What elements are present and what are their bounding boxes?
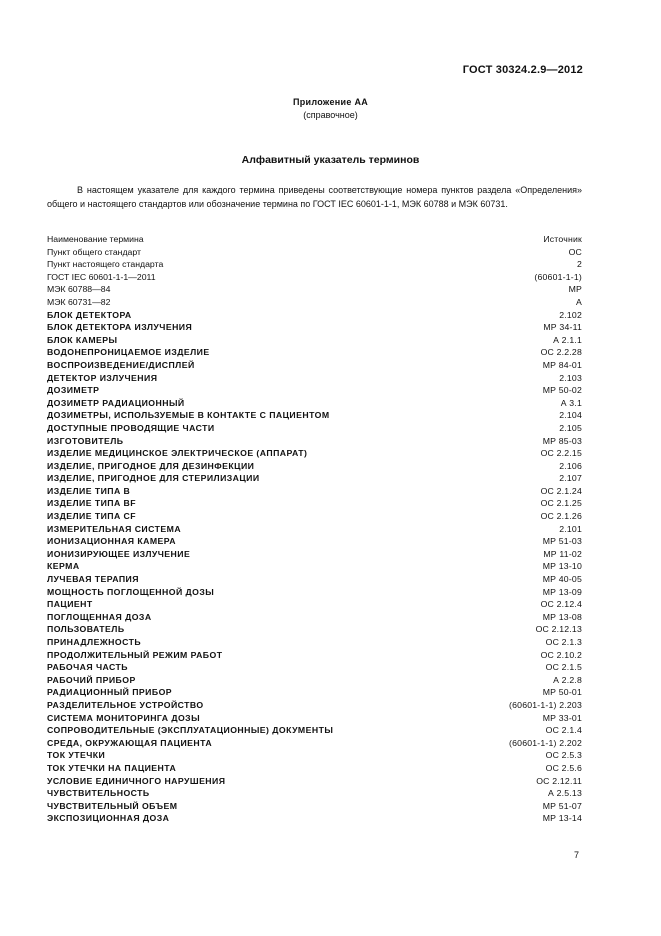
legend-name: МЭК 60731—82 [47, 296, 111, 307]
term-name: ДОЗИМЕТРЫ, ИСПОЛЬЗУЕМЫЕ В КОНТАКТЕ С ПАЦИЕНТОМ [47, 410, 330, 421]
term-source: ОС 2.1.25 [540, 498, 582, 509]
term-source: ОС 2.1.5 [545, 662, 582, 673]
appendix-subtitle: (справочное) [303, 110, 358, 120]
term-source: МР 13-09 [542, 586, 582, 597]
legend-name: МЭК 60788—84 [47, 284, 111, 295]
term-name: ИЗДЕЛИЕ ТИПА В [47, 485, 131, 496]
term-name: ВОСПРОИЗВЕДЕНИЕ/ДИСПЛЕЙ [47, 359, 195, 370]
legend-source: МР [568, 284, 582, 295]
term-name: СОПРОВОДИТЕЛЬНЫЕ (ЭКСПЛУАТАЦИОННЫЕ) ДОКУМЕНТЫ [47, 725, 334, 736]
term-source: ОС 2.12.4 [540, 599, 582, 610]
term-row [47, 460, 582, 473]
term-source: МР 13-10 [542, 561, 582, 572]
term-source: МР 84-01 [542, 359, 582, 370]
term-name: РАБОЧИЙ ПРИБОР [47, 674, 136, 685]
term-source: ОС 2.10.2 [540, 649, 582, 660]
term-source: МР 40-05 [542, 574, 582, 585]
term-source: (60601-1-1) 2.203 [509, 699, 582, 710]
legend-row [47, 296, 582, 309]
term-source: 2.101 [559, 523, 582, 534]
term-name: ИЗДЕЛИЕ ТИПА CF [47, 511, 137, 522]
term-source: 2.103 [559, 372, 582, 383]
term-source: 2.104 [559, 410, 582, 421]
term-name: ПОЛЬЗОВАТЕЛЬ [47, 624, 125, 635]
term-name: ПАЦИЕНТ [47, 599, 93, 610]
term-name: ЛУЧЕВАЯ ТЕРАПИЯ [47, 574, 139, 585]
term-source: ОС 2.12.11 [536, 775, 582, 786]
term-source: А 2.1.1 [553, 334, 582, 345]
term-source: МР 50-01 [542, 687, 582, 698]
term-source: МР 34-11 [543, 322, 582, 333]
term-name: ВОДОНЕПРОНИЦАЕМОЕ ИЗДЕЛИЕ [47, 347, 210, 358]
term-row [47, 422, 582, 435]
term-row [47, 623, 582, 636]
term-row [47, 686, 582, 699]
term-source: 2.105 [559, 422, 582, 433]
term-row [47, 359, 582, 372]
term-source: 2.107 [559, 473, 582, 484]
term-row [47, 321, 582, 334]
legend-source: 2 [576, 259, 582, 270]
term-source: МР 33-01 [542, 712, 582, 723]
term-row [47, 573, 582, 586]
term-name: ДЕТЕКТОР ИЗЛУЧЕНИЯ [47, 372, 158, 383]
term-name: КЕРМА [47, 561, 80, 572]
term-row [47, 548, 582, 561]
term-name: ЧУВСТВИТЕЛЬНЫЙ ОБЪЕМ [47, 800, 178, 811]
term-row [47, 535, 582, 548]
term-source: МР 13-08 [542, 611, 582, 622]
term-source: МР 51-07 [542, 800, 582, 811]
term-row [47, 611, 582, 624]
appendix-title: Приложение АА [292, 97, 369, 107]
term-name: ДОСТУПНЫЕ ПРОВОДЯЩИЕ ЧАСТИ [47, 422, 215, 433]
legend-row [47, 271, 582, 284]
term-row [47, 724, 582, 737]
term-source: ОС 2.2.28 [540, 347, 582, 358]
term-name: ИЗМЕРИТЕЛЬНАЯ СИСТЕМА [47, 523, 182, 534]
term-name: ИЗДЕЛИЕ МЕДИЦИНСКОЕ ЭЛЕКТРИЧЕСКОЕ (АППАРАТ) [47, 448, 308, 459]
term-name: ДОЗИМЕТР [47, 385, 100, 396]
term-name: ЧУВСТВИТЕЛЬНОСТЬ [47, 788, 150, 799]
term-source: ОС 2.2.15 [540, 448, 582, 459]
term-row [47, 649, 582, 662]
term-row [47, 636, 582, 649]
term-source: ОС 2.1.4 [545, 725, 582, 736]
term-row [47, 749, 582, 762]
term-name: УСЛОВИЕ ЕДИНИЧНОГО НАРУШЕНИЯ [47, 775, 226, 786]
term-row [47, 661, 582, 674]
term-row [47, 674, 582, 687]
legend-source: (60601-1-1) [534, 271, 582, 282]
legend-name: Наименование термина [47, 234, 144, 244]
term-index-list [47, 233, 582, 825]
term-row [47, 699, 582, 712]
term-source: ОС 2.1.3 [545, 637, 582, 647]
term-name: СРЕДА, ОКРУЖАЮЩАЯ ПАЦИЕНТА [47, 737, 213, 748]
term-row [47, 309, 582, 322]
page-number: 7 [573, 850, 579, 860]
term-row [47, 435, 582, 448]
term-name: ИЗДЕЛИЕ, ПРИГОДНОЕ ДЛЯ ДЕЗИНФЕКЦИИ [47, 460, 255, 471]
term-name: БЛОК КАМЕРЫ [47, 334, 118, 345]
term-source: МР 50-02 [542, 385, 582, 396]
term-row [47, 762, 582, 775]
term-row [47, 523, 582, 536]
term-row [47, 586, 582, 599]
term-name: ЭКСПОЗИЦИОННАЯ ДОЗА [47, 813, 170, 824]
term-source: МР 85-03 [542, 435, 582, 446]
term-name: РАБОЧАЯ ЧАСТЬ [47, 662, 128, 673]
term-name: БЛОК ДЕТЕКТОРА ИЗЛУЧЕНИЯ [47, 322, 193, 333]
legend-source: А [576, 296, 582, 307]
term-source: (60601-1-1) 2.202 [509, 737, 582, 748]
term-source: 2.102 [559, 309, 582, 320]
term-source: А 2.5.13 [548, 788, 582, 799]
term-row [47, 775, 582, 788]
term-source: МР 13-14 [542, 813, 582, 824]
term-source: А 3.1 [560, 397, 582, 408]
legend-name: Пункт настоящего стандарта [47, 259, 164, 270]
term-row [47, 800, 582, 813]
term-source: МР 11-02 [543, 548, 582, 559]
term-row [47, 372, 582, 385]
legend-name: Пункт общего стандарт [47, 246, 141, 257]
term-name: ПРОДОЛЖИТЕЛЬНЫЙ РЕЖИМ РАБОТ [47, 649, 223, 660]
term-source: ОС 2.1.26 [540, 511, 582, 522]
term-row [47, 346, 582, 359]
term-name: ИЗГОТОВИТЕЛЬ [47, 435, 124, 446]
term-row [47, 384, 582, 397]
term-source: ОС 2.5.6 [545, 762, 582, 773]
term-row [47, 497, 582, 510]
legend-row [47, 233, 582, 246]
term-name: СИСТЕМА МОНИТОРИНГА ДОЗЫ [47, 712, 201, 723]
term-name: РАЗДЕЛИТЕЛЬНОЕ УСТРОЙСТВО [47, 699, 204, 710]
term-source: ОС 2.1.24 [540, 485, 582, 496]
term-name: БЛОК ДЕТЕКТОРА [47, 309, 132, 320]
term-name: ИЗДЕЛИЕ ТИПА BF [47, 498, 137, 509]
term-name: ИЗДЕЛИЕ, ПРИГОДНОЕ ДЛЯ СТЕРИЛИЗАЦИИ [47, 473, 260, 484]
term-row [47, 409, 582, 422]
term-name: ТОК УТЕЧКИ НА ПАЦИЕНТА [47, 762, 177, 773]
term-row [47, 598, 582, 611]
term-row [47, 560, 582, 573]
term-name: ПОГЛОЩЕННАЯ ДОЗА [47, 611, 152, 622]
term-row [47, 397, 582, 410]
term-row [47, 712, 582, 725]
term-row [47, 812, 582, 825]
legend-row [47, 283, 582, 296]
legend-source: Источник [543, 234, 582, 244]
legend-row [47, 258, 582, 271]
term-name: РАДИАЦИОННЫЙ ПРИБОР [47, 687, 173, 698]
term-source: ОС 2.12.13 [535, 624, 582, 635]
term-row [47, 787, 582, 800]
term-row [47, 510, 582, 523]
term-name: ИОНИЗАЦИОННАЯ КАМЕРА [47, 536, 176, 547]
term-name: ПРИНАДЛЕЖНОСТЬ [47, 637, 142, 647]
term-row [47, 447, 582, 460]
term-source: А 2.2.8 [553, 674, 582, 685]
intro-paragraph: В настоящем указателе для каждого термина приведены соответствующие номера пунктов раздела «Определения» общего и настоящего стандартов или обозначение термина по ГОСТ IEC 60601-1-1, МЭК 60788 и МЭК 60731. [47, 185, 582, 209]
term-row [47, 485, 582, 498]
appendix-heading [0, 96, 661, 122]
legend-source: ОС [568, 246, 582, 257]
document-id: ГОСТ 30324.2.9—2012 [462, 64, 583, 76]
term-row [47, 472, 582, 485]
term-row [47, 334, 582, 347]
term-name: ДОЗИМЕТР РАДИАЦИОННЫЙ [47, 397, 185, 408]
index-title: Алфавитный указатель терминов [241, 154, 420, 166]
term-source: ОС 2.5.3 [545, 750, 582, 761]
term-name: МОЩНОСТЬ ПОГЛОЩЕННОЙ ДОЗЫ [47, 586, 215, 597]
term-name: ИОНИЗИРУЮЩЕЕ ИЗЛУЧЕНИЕ [47, 548, 191, 559]
legend-row [47, 246, 582, 259]
legend-name: ГОСТ IEC 60601-1-1—2011 [47, 271, 156, 282]
term-source: 2.106 [559, 460, 582, 471]
term-name: ТОК УТЕЧКИ [47, 750, 106, 761]
term-source: МР 51-03 [542, 536, 582, 547]
term-row [47, 737, 582, 750]
